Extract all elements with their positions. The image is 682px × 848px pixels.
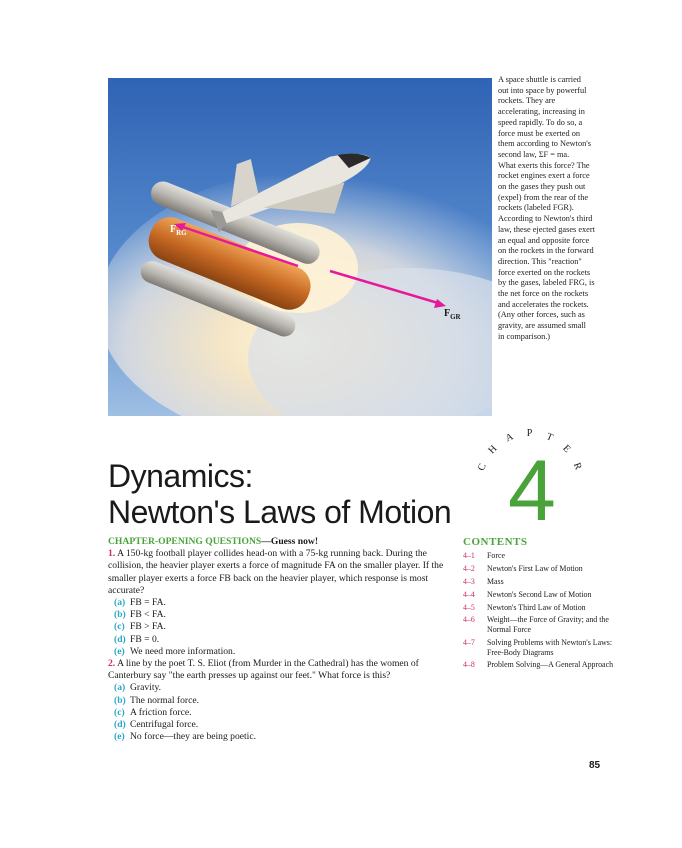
answer-option-letter: (a) <box>114 597 126 609</box>
contents-item <box>463 638 613 657</box>
question-2-options <box>114 682 448 743</box>
force-label-gr <box>444 308 461 321</box>
photo-caption <box>498 75 616 343</box>
answer-option-text: FB = 0. <box>130 633 160 645</box>
contents-item-number: 4–5 <box>463 602 475 612</box>
answer-option <box>114 621 448 633</box>
caption-line: an equal and opposite force <box>498 235 590 245</box>
caption-line: gravity, are assumed small <box>498 321 586 331</box>
caption-line: on the rockets in the forward <box>498 246 594 256</box>
answer-option-letter: (b) <box>114 609 126 621</box>
answer-option-text: A friction force. <box>130 706 192 718</box>
caption-line: force exerted on the rockets <box>498 267 591 277</box>
caption-line: the net force on the rockets <box>498 289 589 299</box>
answer-option-letter: (a) <box>114 682 126 694</box>
answer-option-letter: (e) <box>114 645 125 657</box>
caption-line: by the gases, labeled FRG, is <box>498 278 595 288</box>
answer-option-letter: (b) <box>114 694 126 706</box>
caption-line: in comparison.) <box>498 331 551 341</box>
contents-item <box>463 551 613 561</box>
answer-option-letter: (e) <box>114 731 125 743</box>
question-1-options <box>114 597 448 658</box>
question-1-text: A 150-kg football player collides head-on with a 75-kg running back. During the collision, the heavier player exerts a force of magnitude FA on the smaller player. If the smaller player exerts a force FB back on the heavier player, which response is most accurate? <box>108 548 444 596</box>
caption-line: speed rapidly. To do so, a <box>498 117 583 127</box>
answer-option <box>114 597 448 609</box>
answer-option-text: FB > FA. <box>130 621 166 633</box>
contents-item <box>463 615 613 634</box>
caption-line: out into space by powerful <box>498 85 587 95</box>
contents-box <box>463 536 613 673</box>
answer-option <box>114 707 448 719</box>
force-label-gr-main: F <box>444 308 451 319</box>
answer-option <box>114 719 448 731</box>
caption-line: (expel) from the rear of the <box>498 192 589 202</box>
contents-item-title: Weight—the Force of Gravity; and the Normal Force <box>487 615 609 635</box>
chapter-opening-questions <box>108 536 448 743</box>
force-label-rg-main: F <box>170 224 177 235</box>
answer-option-text: Gravity. <box>130 682 162 694</box>
contents-item <box>463 603 613 613</box>
contents-list <box>463 551 613 670</box>
questions-heading-black: —Guess now! <box>261 536 319 547</box>
caption-line: direction. This "reaction" <box>498 256 582 266</box>
contents-item-number: 4–6 <box>463 615 475 625</box>
chapter-letter: T <box>544 431 556 445</box>
contents-item-number: 4–4 <box>463 589 475 599</box>
caption-line: (Any other forces, such as <box>498 310 585 320</box>
contents-item-title: Newton's Second Law of Motion <box>487 589 592 599</box>
contents-item <box>463 564 613 574</box>
answer-option-text: Centrifugal force. <box>130 719 199 731</box>
answer-option-letter: (c) <box>114 706 125 718</box>
caption-line: rockets. They are <box>498 96 556 106</box>
question-1-number: 1. <box>108 548 116 560</box>
question-2-text: A line by the poet T. S. Eliot (from Murder in the Cathedral) has the women of Canterbury say "the earth presses up against our feet." What force is this? <box>108 658 419 682</box>
chapter-letter: H <box>486 442 501 457</box>
answer-option <box>114 682 448 694</box>
chapter-title-line2: Newton's Laws of Motion <box>108 494 452 530</box>
chapter-letter: R <box>570 461 584 473</box>
caption-line: law, these ejected gases exert <box>498 224 595 234</box>
answer-option <box>114 731 448 743</box>
shuttle-illustration <box>108 78 492 416</box>
force-label-gr-sub: GR <box>450 313 461 321</box>
chapter-title <box>108 458 451 530</box>
contents-item-number: 4–8 <box>463 660 475 670</box>
contents-item <box>463 590 613 600</box>
chapter-title-line1: Dynamics: <box>108 458 253 494</box>
contents-item-number: 4–3 <box>463 576 475 586</box>
chapter-letter: E <box>560 443 574 456</box>
chapter-number: 4 <box>508 443 556 539</box>
caption-line: and accelerates the rockets. <box>498 299 589 309</box>
caption-line: A space shuttle is carried <box>498 75 581 84</box>
questions-heading-green: CHAPTER-OPENING QUESTIONS <box>108 536 262 547</box>
answer-option-letter: (c) <box>114 621 125 633</box>
contents-item-title: Newton's First Law of Motion <box>487 563 583 573</box>
contents-item-number: 4–1 <box>463 551 475 560</box>
caption-line: them according to Newton's <box>498 139 591 149</box>
answer-option-text: The normal force. <box>130 694 199 706</box>
caption-line: What exerts this force? The <box>498 160 590 170</box>
page-number: 85 <box>589 760 601 771</box>
answer-option <box>114 646 448 658</box>
contents-item-number: 4–7 <box>463 637 475 647</box>
answer-option <box>114 634 448 646</box>
contents-item-title: Newton's Third Law of Motion <box>487 602 586 612</box>
answer-option <box>114 609 448 621</box>
answer-option-text: We need more information. <box>130 645 236 657</box>
answer-option-letter: (d) <box>114 719 126 731</box>
chapter-letter: C <box>476 461 490 473</box>
force-label-rg <box>170 224 187 237</box>
caption-line: on the gases they push out <box>498 182 586 192</box>
chapter-letter: A <box>504 430 516 445</box>
contents-item-title: Solving Problems with Newton's Laws: Free-Body Diagrams <box>487 637 613 657</box>
chapter-letter: P <box>526 428 534 439</box>
question-2-number: 2. <box>108 658 116 670</box>
caption-line: rockets (labeled FGR). <box>498 203 574 213</box>
contents-heading: CONTENTS <box>463 536 528 548</box>
caption-line: rocket engines exert a force <box>498 171 590 181</box>
answer-option-text: FB = FA. <box>130 597 166 609</box>
contents-item-title: Mass <box>487 576 504 586</box>
contents-item-number: 4–2 <box>463 563 475 573</box>
contents-item <box>463 660 613 670</box>
answer-option-letter: (d) <box>114 633 126 645</box>
force-label-rg-sub: RG <box>176 229 187 237</box>
shuttle-photo <box>108 78 492 416</box>
question-1 <box>108 548 448 658</box>
caption-line: second law, ΣF = ma. <box>498 149 570 159</box>
answer-option-text: FB < FA. <box>130 609 166 621</box>
answer-option-text: No force—they are being poetic. <box>130 731 256 743</box>
contents-item-title: Force <box>487 551 505 560</box>
question-2 <box>108 658 448 743</box>
contents-item-title: Problem Solving—A General Approach <box>487 660 614 670</box>
caption-line: force must be exerted on <box>498 128 581 138</box>
answer-option <box>114 695 448 707</box>
caption-line: According to Newton's third <box>498 214 593 224</box>
questions-heading <box>108 536 448 548</box>
contents-item <box>463 577 613 587</box>
caption-line: accelerating, increasing in <box>498 107 585 117</box>
